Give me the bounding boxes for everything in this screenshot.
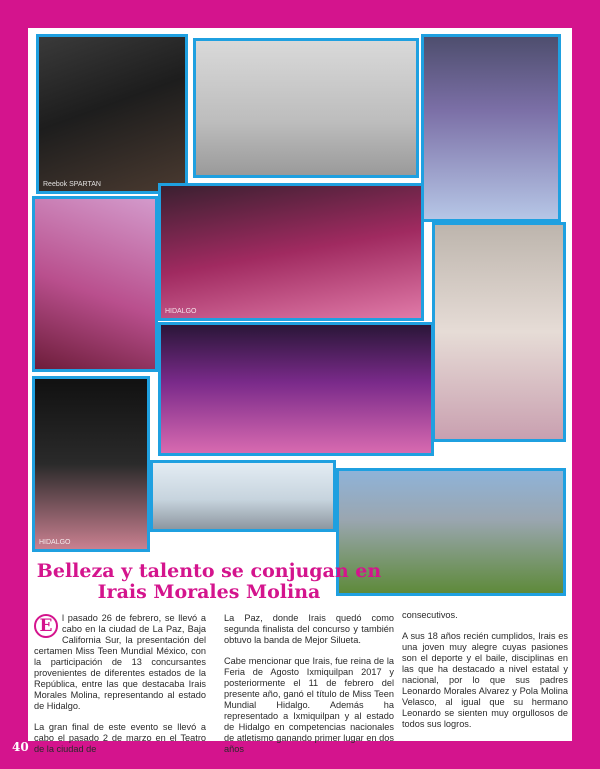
red-outfit-medal-photo	[32, 196, 158, 372]
article-paragraph	[34, 613, 206, 712]
pageant-gown-photo	[421, 34, 561, 222]
contestants-hidalgo-sash-photo	[158, 183, 424, 321]
la-paz-sign-group-photo	[150, 460, 336, 532]
white-gown-portrait-photo	[432, 222, 566, 442]
dropcap: E	[34, 614, 58, 638]
article-paragraph: A sus 18 años recién cumplidos, Irais es una joven muy alegre cuyas pasiones son el deporte y el baile, disciplinas en las que ha destacado a nivel estatal y nacional, por lo que sus padres Leonardo Morales Alvarez y Pola Molina Velasco, al igual que su hermano Leonardo se sienten muy orgullosos de todos sus logros.	[402, 631, 568, 729]
page-number: 40	[12, 740, 29, 754]
paragraph-text: l pasado 26 de febrero, se llevó a cabo en la ciudad de La Paz, Baja California Sur, la presentación del certamen Miss Teen Mundial México, con la participación de 13 concursantes provenientes de diferentes estados de la República, entre las que destacaba Irais Morales Molina, representando al estado de Hidalgo.	[34, 613, 206, 711]
article-title-line2: Irais Morales Molina	[97, 580, 321, 603]
formal-event-group-photo	[193, 38, 419, 178]
article-title	[28, 561, 390, 603]
magazine-page	[28, 28, 572, 754]
photo-caption: HIDALGO	[165, 308, 197, 315]
stage-finalists-photo	[158, 322, 434, 456]
article-paragraph: Cabe mencionar que Irais, fue reina de la Feria de Agosto Ixmiquilpan 2017 y posteriormente el 11 de febrero del presente año, ganó el título de Miss Teen Mundial Hidalgo. Además ha representado a Ixmiquilpan y al estado de Hidalgo en competencias nacionales de atletismo ganando primer lugar en dos años	[224, 656, 394, 754]
photo-caption: Reebok SPARTAN	[43, 181, 101, 188]
article-column-2	[224, 613, 394, 765]
swimsuit-hidalgo-sash-photo	[32, 376, 150, 552]
article-column-3	[402, 610, 568, 740]
article-column-1	[34, 613, 206, 765]
photo-caption: HIDALGO	[39, 539, 71, 546]
article-title-line1: Belleza y talento se conjugan en	[36, 560, 382, 582]
article-paragraph: La gran final de este evento se llevó a cabo el pasado 2 de marzo en el Teatro de la ciudad de	[34, 722, 206, 754]
article-paragraph: consecutivos.	[402, 610, 458, 620]
reebok-spartan-group-photo	[36, 34, 188, 194]
article-paragraph: La Paz, donde Irais quedó como segunda finalista del concurso y también obtuvo la banda de Mejor Silueta.	[224, 613, 394, 645]
